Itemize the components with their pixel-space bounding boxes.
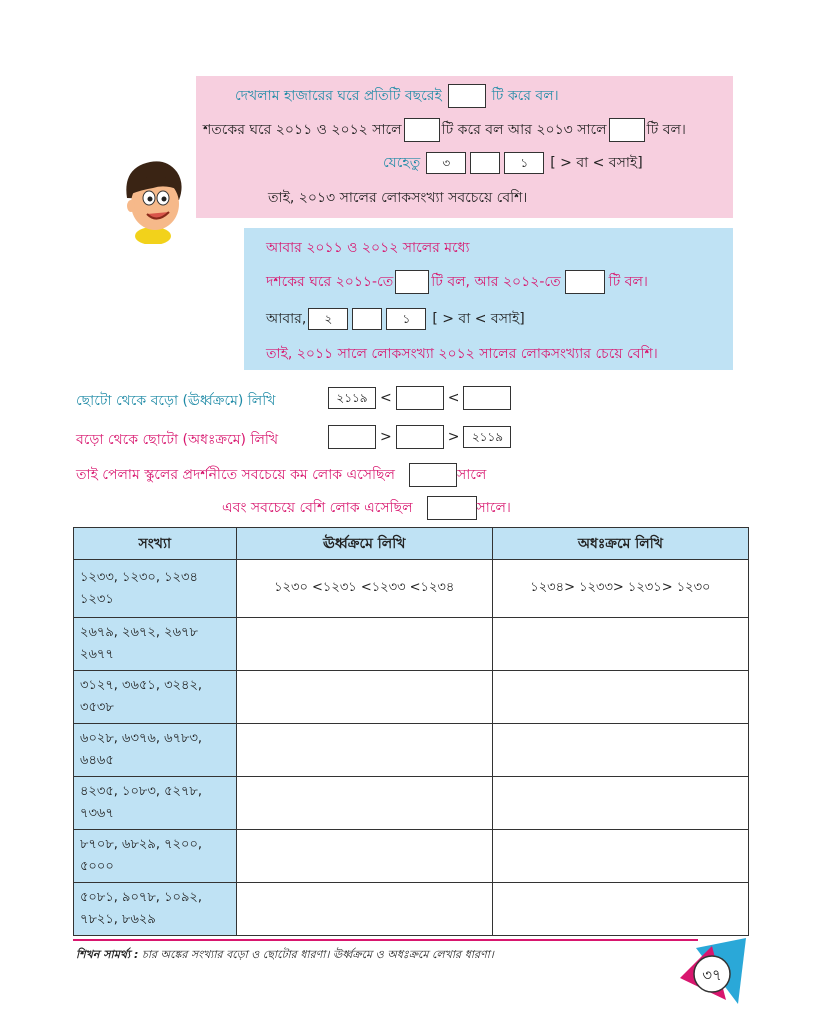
boy-character-icon [113,154,193,244]
page-number-badge [676,938,748,1006]
answer-box[interactable] [328,425,376,449]
ascending-cell[interactable] [236,724,492,777]
descending-cell[interactable] [492,618,748,671]
numbers-cell: ১২৩৩, ১২৩০, ১২৩৪ ১২৩১ [74,560,237,618]
blue-line-2-a: দশকের ঘরে ২০১১-তে [266,274,394,290]
page-number: ৩৭ [702,966,722,984]
header-ascending: ঊর্ধ্বক্রমে লিখি [236,528,492,560]
answer-box[interactable] [448,84,486,108]
descending-row [328,425,511,449]
descending-label: বড়ো থেকে ছোটো (অধঃক্রমে) লিখি [76,432,279,448]
blue-line-4: তাই, ২০১১ সালে লোকসংখ্যা ২০১২ সালের লোকসংখ্যার চেয়ে বেশি। [266,346,658,362]
footer-divider [73,939,698,941]
table-row [74,883,749,936]
table-row [74,618,749,671]
answer-box[interactable] [609,118,645,142]
least-visitors-end: সালে [456,467,487,483]
numbers-cell: ২৬৭৯, ২৬৭২, ২৬৭৮ ২৬৭৭ [74,618,237,671]
header-descending: অধঃক্রমে লিখি [492,528,748,560]
digit-box: ৩ [426,152,466,174]
blue-line-2-c: টি বল। [608,274,648,290]
greater-than-sign: > [380,429,392,445]
descending-cell[interactable] [492,777,748,830]
blue-line-3 [266,307,525,331]
pink-line-3 [383,151,643,175]
ascending-cell[interactable] [236,777,492,830]
ascending-label: ছোটো থেকে বড়ো (ঊর্ধ্বক্রমে) লিখি [76,393,276,409]
most-visitors-end: সালে। [476,500,511,516]
ascending-cell[interactable] [236,618,492,671]
ordering-table [73,527,749,936]
blue-line-1: আবার ২০১১ ও ২০১২ সালের মধ্যে [266,240,470,256]
pink-line-2-a: শতকের ঘরে ২০১১ ও ২০১২ সালে [203,122,402,138]
pink-line-2-b: টি করে বল আর ২০১৩ সালে [441,122,607,138]
least-visitors-line [76,463,486,487]
descending-cell[interactable] [492,724,748,777]
digit-box: ২১১৯ [328,387,376,409]
descending-cell[interactable] [492,830,748,883]
learning-outcome [76,946,494,965]
table-row [74,724,749,777]
most-visitors-text: এবং সবচেয়ে বেশি লোক এসেছিল [222,500,413,516]
numbers-cell: ৬০২৮, ৬৩৭৬, ৬৭৮৩, ৬৪৬৫ [74,724,237,777]
blue-line-2-b: টি বল, আর ২০১২-তে [431,274,561,290]
table-row [74,777,749,830]
pink-line-4: তাই, ২০১৩ সালের লোকসংখ্যা সবচেয়ে বেশি। [268,190,528,206]
blue-line-3-end: [ > বা < বসাই] [432,311,525,327]
digit-box: ২ [308,308,348,330]
least-visitors-text: তাই পেলাম স্কুলের প্রদর্শনীতে সবচেয়ে কম লোক এসেছিল [76,467,395,483]
descending-cell[interactable] [492,671,748,724]
answer-box[interactable] [352,308,382,330]
ascending-cell[interactable] [236,671,492,724]
most-visitors-line [222,496,511,520]
learning-outcome-text: চার অঙ্কের সংখ্যার বড়ো ও ছোটোর ধারণা। ঊর্ধ্বক্রমে ও অধঃক্রমে লেখার ধারণা। [138,948,494,961]
ascending-row [328,386,511,410]
answer-box[interactable] [396,425,444,449]
numbers-cell: ৫০৮১, ৯০৭৮, ১০৯২, ৭৮২১, ৮৬২৯ [74,883,237,936]
ascending-cell[interactable]: ১২৩০ <১২৩১ <১২৩৩ <১২৩৪ [236,560,492,618]
greater-than-sign: > [447,429,460,445]
pink-line-2-c: টি বল। [646,122,686,138]
answer-box[interactable] [404,118,440,142]
table-header-row [74,528,749,560]
descending-cell[interactable] [492,883,748,936]
numbers-cell: ৩১২৭, ৩৬৫১, ৩২৪২, ৩৫৩৮ [74,671,237,724]
answer-box[interactable] [565,270,605,294]
pink-line-1-text: দেখলাম হাজারের ঘরে প্রতিটি বছরেই [235,88,442,104]
digit-box: ১ [386,308,426,330]
ascending-cell[interactable] [236,830,492,883]
answer-box[interactable] [409,463,457,487]
table-row [74,560,749,618]
answer-box[interactable] [396,386,444,410]
table-row [74,671,749,724]
numbers-cell: ৪২৩৫, ১০৮৩, ৫২৭৮, ৭৩৬৭ [74,777,237,830]
digit-box: ২১১৯ [463,426,511,448]
digit-box: ১ [504,152,544,174]
pink-line-1 [235,84,559,108]
pink-line-3-a: যেহেতু [383,155,421,171]
pink-line-2 [203,118,686,142]
answer-box[interactable] [395,270,429,294]
answer-box[interactable] [427,496,477,520]
less-than-sign: < [380,390,392,406]
numbers-cell: ৮৭০৮, ৬৮২৯, ৭২০০, ৫০০০ [74,830,237,883]
less-than-sign: < [447,390,460,406]
learning-outcome-label: শিখন সামর্থ্য : [76,948,139,961]
answer-box[interactable] [463,386,511,410]
table-row [74,830,749,883]
descending-cell[interactable]: ১২৩৪> ১২৩৩> ১২৩১> ১২৩০ [492,560,748,618]
blue-line-2 [266,270,648,294]
pink-line-3-end: [ > বা < বসাই] [550,155,643,171]
answer-box[interactable] [470,152,500,174]
pink-line-1-end: টি করে বল। [491,88,559,104]
blue-line-3-a: আবার, [266,311,307,327]
ascending-cell[interactable] [236,883,492,936]
header-numbers: সংখ্যা [74,528,237,560]
